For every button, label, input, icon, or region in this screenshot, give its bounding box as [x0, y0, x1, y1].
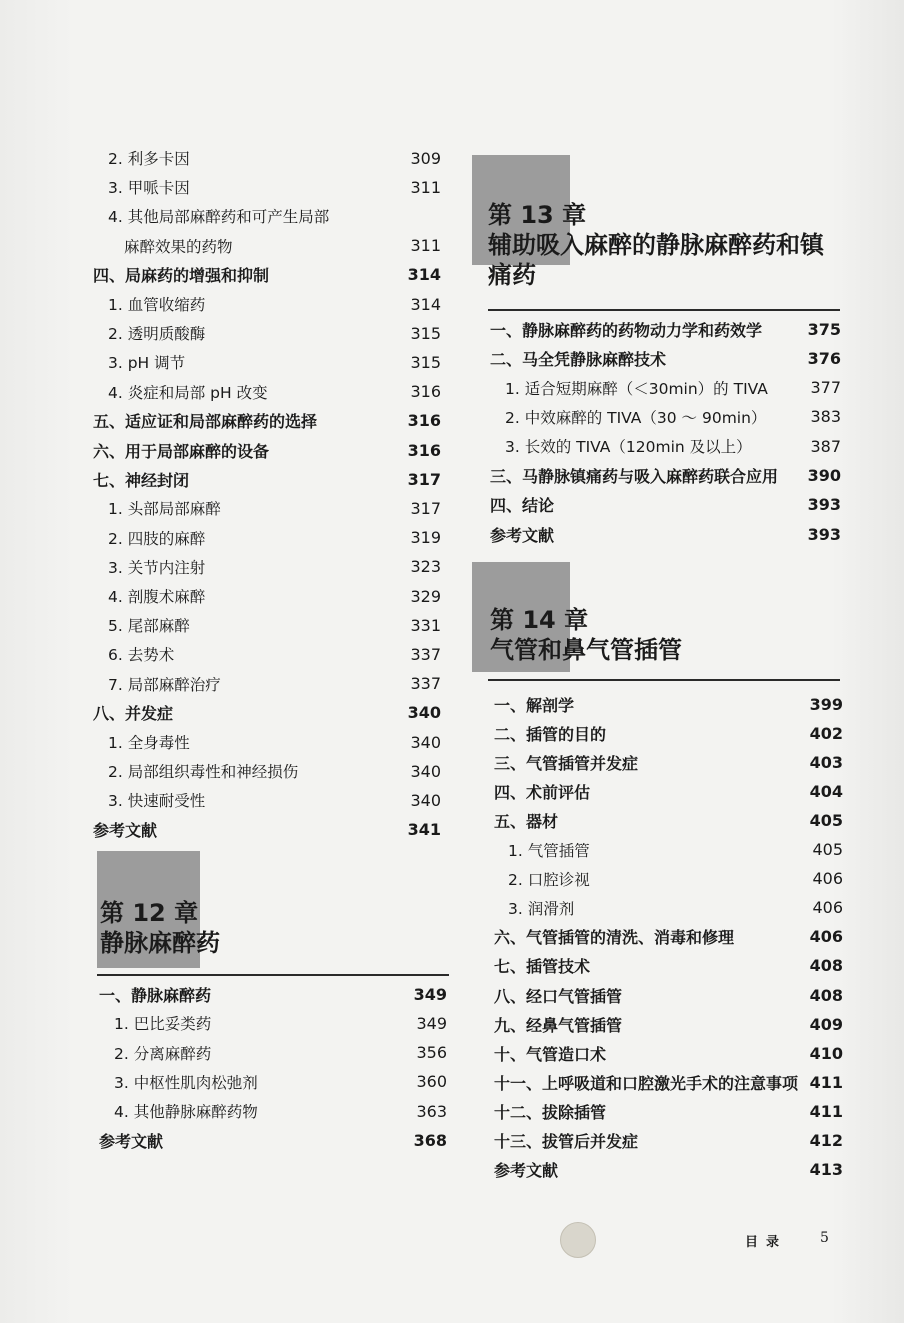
toc-entry-title: 3. 润滑剂 [508, 899, 575, 918]
toc-entry-page: 309 [410, 148, 441, 168]
toc-entry-title: 5. 尾部麻醉 [108, 617, 190, 636]
toc-entry [508, 867, 843, 891]
chapter-13-rule [488, 309, 840, 311]
toc-entry [108, 613, 441, 637]
toc-entry-title: 九、经鼻气管插管 [494, 1015, 623, 1035]
toc-entry-title: 4. 其他静脉麻醉药物 [114, 1103, 258, 1122]
toc-entry [508, 838, 843, 862]
toc-entry-page: 316 [407, 440, 441, 460]
toc-entry-page: 411 [809, 1072, 843, 1092]
toc-entry-page: 329 [410, 586, 441, 606]
toc-entry-title: 2. 中效麻醉的 TIVA（30 ～ 90min） [505, 408, 767, 427]
toc-entry [108, 642, 441, 666]
toc-entry [108, 672, 441, 696]
toc-entry-page: 356 [416, 1043, 447, 1063]
toc-entry-page: 340 [410, 732, 441, 752]
toc-entry [490, 346, 841, 370]
toc-entry-page: 315 [410, 323, 441, 343]
toc-entry-page: 337 [410, 644, 441, 664]
toc-entry-title: 7. 局部麻醉治疗 [108, 675, 221, 694]
page-number: 5 [820, 1230, 829, 1246]
right-column [460, 0, 904, 1323]
toc-entry-title: 十三、拔管后并发症 [494, 1132, 639, 1151]
toc-entry-page: 314 [407, 265, 441, 285]
toc-entry-page: 323 [410, 557, 441, 577]
toc-entry-title: 1. 适合短期麻醉（＜30min）的 TIVA [505, 379, 768, 398]
toc-entry [108, 759, 441, 783]
chapter-14-title: 气管和鼻气管插管 [490, 636, 682, 664]
toc-entry [93, 409, 441, 433]
toc-entry-page: 406 [812, 898, 843, 918]
toc-entry-title: 十二、拔除插管 [494, 1102, 607, 1122]
toc-entry [490, 464, 841, 488]
toc-entry [494, 1158, 843, 1182]
toc-entry-title: 四、术前评估 [494, 782, 591, 802]
publisher-seal-icon [560, 1222, 596, 1258]
toc-entry-title: 3. 中枢性肌肉松弛剂 [114, 1073, 258, 1092]
toc-entry-title: 2. 利多卡因 [108, 150, 190, 168]
toc-entry-title: 十、气管造口术 [494, 1044, 607, 1064]
toc-entry [114, 1011, 447, 1035]
toc-entry-title: 二、插管的目的 [494, 724, 607, 744]
toc-entry-page: 317 [410, 498, 441, 518]
toc-entry-page: 402 [809, 723, 843, 743]
toc-entry-page: 404 [809, 781, 843, 801]
toc-entry [108, 788, 441, 812]
toc-entry [494, 1012, 843, 1036]
toc-entry-title: 3. 长效的 TIVA（120min 及以上） [505, 438, 752, 457]
toc-entry-page: 406 [809, 927, 843, 947]
toc-entry-page: 409 [809, 1014, 843, 1034]
toc-entry-page: 316 [407, 411, 441, 431]
toc-entry-page: 319 [410, 528, 441, 548]
toc-entry [114, 1099, 447, 1123]
toc-entry-title: 3. 快速耐受性 [108, 792, 206, 811]
toc-entry-title: 参考文献 [99, 1132, 164, 1151]
toc-entry-title: 1. 全身毒性 [108, 734, 190, 752]
toc-entry-title: 八、并发症 [93, 704, 174, 724]
toc-entry [494, 1099, 843, 1123]
toc-entry-title: 1. 头部局部麻醉 [108, 500, 221, 519]
toc-entry-title: 1. 气管插管 [508, 841, 590, 860]
toc-entry-title: 一、解剖学 [494, 695, 575, 715]
toc-entry [108, 321, 441, 345]
toc-entry-page: 341 [407, 820, 441, 840]
toc-entry [124, 234, 441, 258]
toc-entry-page: 331 [410, 615, 441, 635]
toc-entry-page: 387 [810, 436, 841, 456]
toc-entry-title: 2. 透明质酸酶 [108, 325, 206, 344]
toc-entry-page: 340 [407, 703, 441, 723]
toc-entry [494, 808, 843, 832]
toc-entry-page: 317 [407, 469, 441, 489]
toc-entry-title: 五、适应证和局部麻醉药的选择 [93, 412, 318, 432]
toc-entry [99, 1129, 447, 1153]
toc-entry-page: 314 [410, 294, 441, 314]
toc-entry-title: 4. 其他局部麻醉药和可产生局部 [108, 208, 330, 227]
toc-entry-page: 376 [807, 348, 841, 368]
chapter-12-number: 第 12 章 [100, 899, 199, 927]
chapter-13-title: 辅助吸入麻醉的静脉麻醉药和镇痛药 [488, 231, 824, 289]
toc-entry-page: 337 [410, 674, 441, 694]
toc-entry [108, 350, 441, 374]
toc-entry [108, 730, 441, 754]
toc-entry-title: 六、用于局部麻醉的设备 [93, 441, 270, 461]
toc-entry-title: 七、神经封闭 [93, 470, 190, 490]
toc-entry-title: 参考文献 [490, 525, 555, 545]
toc-entry-page: 405 [809, 810, 843, 830]
toc-entry-page: 311 [410, 177, 441, 197]
toc-entry [108, 380, 441, 404]
toc-entry-title: 十一、上呼吸道和口腔激光手术的注意事项 [494, 1073, 799, 1093]
toc-entry-title: 2. 分离麻醉药 [114, 1044, 212, 1063]
toc-entry-page: 403 [809, 752, 843, 772]
toc-entry-title: 参考文献 [93, 821, 158, 841]
toc-entry [108, 526, 441, 550]
toc-entry [494, 692, 843, 716]
toc-entry-page: 393 [807, 524, 841, 544]
toc-entry [114, 1041, 447, 1065]
toc-entry [108, 584, 441, 608]
toc-entry-page: 360 [416, 1072, 447, 1092]
chapter-14-number: 第 14 章 [490, 606, 589, 634]
toc-entry-title: 3. pH 调节 [108, 354, 186, 373]
toc-entry [93, 467, 441, 491]
toc-entry [494, 983, 843, 1007]
toc-entry [93, 438, 441, 462]
toc-entry-title: 2. 局部组织毒性和神经损伤 [108, 763, 299, 782]
chapter-14-rule [488, 679, 840, 681]
toc-entry [108, 292, 441, 316]
toc-entry-page: 315 [410, 352, 441, 372]
toc-entry-page: 393 [807, 495, 841, 515]
toc-entry-page: 368 [413, 1131, 447, 1150]
toc-entry [494, 779, 843, 803]
chapter-14-heading [490, 605, 682, 665]
toc-entry [108, 204, 441, 228]
toc-entry-title: 4. 炎症和局部 pH 改变 [108, 383, 268, 402]
toc-entry [494, 925, 843, 949]
toc-entry [99, 982, 447, 1006]
toc-entry-page: 408 [809, 985, 843, 1005]
toc-entry-title: 三、马静脉镇痛药与吸入麻醉药联合应用 [490, 467, 779, 486]
toc-entry-title: 四、局麻药的增强和抑制 [93, 266, 270, 286]
toc-entry-page: 410 [809, 1043, 843, 1063]
toc-entry [108, 146, 441, 170]
toc-entry-page: 383 [810, 407, 841, 427]
toc-entry [490, 493, 841, 517]
chapter-13-number: 第 13 章 [488, 201, 587, 229]
toc-entry-page: 375 [807, 319, 841, 339]
toc-entry [490, 317, 841, 341]
toc-entry [494, 1129, 843, 1153]
toc-entry [93, 263, 441, 287]
toc-entry-title: 麻醉效果的药物 [124, 237, 233, 256]
toc-entry [114, 1070, 447, 1094]
toc-entry-title: 四、结论 [490, 496, 555, 516]
toc-entry [108, 496, 441, 520]
toc-entry-title: 六、气管插管的清洗、消毒和修理 [494, 928, 735, 948]
toc-entry-page: 412 [809, 1131, 843, 1150]
toc-entry [494, 750, 843, 774]
toc-entry-title: 八、经口气管插管 [494, 986, 623, 1006]
toc-entry-title: 2. 四肢的麻醉 [108, 529, 206, 548]
toc-entry-page: 377 [810, 378, 841, 398]
toc-entry-page: 340 [410, 761, 441, 781]
toc-entry [505, 434, 841, 458]
toc-entry-page: 408 [809, 956, 843, 976]
toc-entry-title: 五、器材 [494, 811, 559, 831]
toc-entry [505, 376, 841, 400]
toc-entry-page: 405 [812, 840, 843, 859]
toc-entry-title: 三、气管插管并发症 [494, 753, 639, 773]
toc-entry-page: 411 [809, 1101, 843, 1121]
toc-entry [494, 954, 843, 978]
chapter-12-title: 静脉麻醉药 [100, 929, 220, 957]
toc-entry-title: 2. 口腔诊视 [508, 870, 590, 889]
toc-entry [108, 175, 441, 199]
chapter-12-rule [97, 974, 449, 976]
toc-entry-title: 6. 去势术 [108, 646, 175, 665]
toc-entry-title: 七、插管技术 [494, 957, 591, 977]
toc-entry-title: 1. 血管收缩药 [108, 296, 206, 314]
toc-entry-title: 3. 关节内注射 [108, 558, 206, 577]
toc-entry [508, 896, 843, 920]
toc-entry [505, 405, 841, 429]
chapter-13-heading [488, 200, 828, 290]
chapter-12-heading [100, 898, 220, 958]
toc-entry [490, 522, 841, 546]
toc-entry [93, 818, 441, 842]
toc-entry-title: 二、马全凭静脉麻醉技术 [490, 349, 667, 369]
toc-entry-page: 406 [812, 869, 843, 889]
toc-entry-page: 349 [413, 984, 447, 1004]
toc-entry-page: 399 [809, 694, 843, 714]
toc-entry [108, 555, 441, 579]
toc-entry-title: 一、静脉麻醉药 [99, 985, 212, 1005]
toc-entry-page: 390 [807, 466, 841, 485]
toc-entry [494, 1041, 843, 1065]
footer-label: 目录 [745, 1235, 788, 1250]
toc-entry-title: 3. 甲哌卡因 [108, 179, 190, 198]
toc-entry-page: 363 [416, 1101, 447, 1121]
toc-entry [494, 721, 843, 745]
toc-entry-page: 340 [410, 790, 441, 810]
toc-entry [494, 1070, 843, 1094]
toc-entry-title: 1. 巴比妥类药 [114, 1015, 212, 1034]
toc-entry-page: 311 [410, 236, 441, 256]
toc-entry-page: 349 [416, 1013, 447, 1033]
toc-entry-page: 413 [809, 1160, 843, 1180]
toc-entry [93, 701, 441, 725]
toc-entry-title: 一、静脉麻醉药的药物动力学和药效学 [490, 320, 763, 340]
toc-entry-title: 4. 剖腹术麻醉 [108, 588, 206, 606]
toc-entry-page: 316 [410, 382, 441, 402]
toc-entry-title: 参考文献 [494, 1161, 559, 1181]
